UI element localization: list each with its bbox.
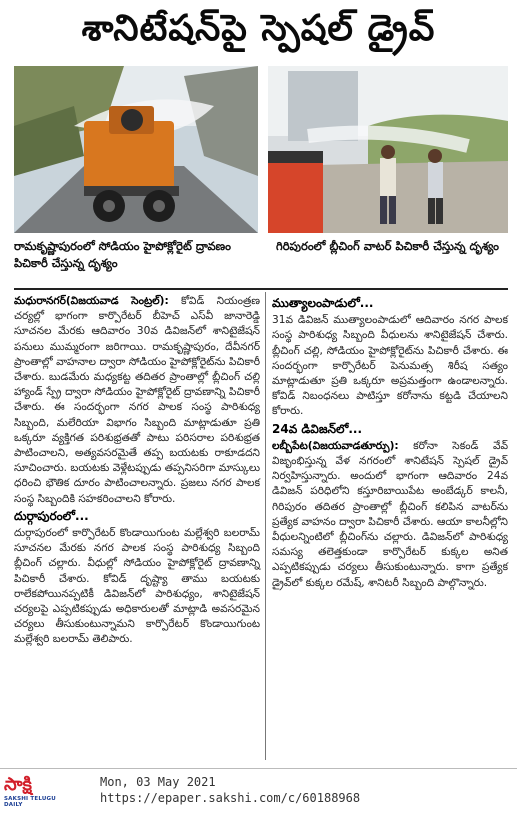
paragraph [272, 313, 508, 419]
bleaching-water-photo [268, 66, 508, 233]
paragraph-text: కోవిడ్‌ నియంత్రణ చర్యల్లో భాగంగా కార్పొరేటర్‌ బీహెచ్‌ ఎస్‌వీ జానారెడ్డి సూచనల మేరకు ఆదివారం 30వ డివిజన్‌లో శానిటైజేషన్‌ పనులు ముమ్మరంగా జరిగాయి. రామకృష్ణాపురం, దేవీనగర్‌ ప్రాంతాల్లో వాహనాల ద్వారా సోడియం హైపోక్లోరైట్‌ను పిచికారీ చేశారు. బుడమేరు మధ్యకట్ట తదితర ప్రాంతాల్లో బ్లీచింగ్‌ చల్లి హ్యాండ్‌ స్ప్రే ద్వారా సోడియం హైపోక్లోరైట్‌ ద్రావణాన్ని పిచికారీ చేశారు. ఈ సందర్భంగా నగర పాలక సంస్థ పారిశుధ్య సిబ్బంది, మలేరియా విభాగం సిబ్బంది మాట్లాడుతూ ప్రతి ఒక్కరూ వ్యక్తిగత పరిశుభ్రతతో పాటు పరిసరాల పరిశుభ్రత పాటించాలని, అత్యవసరమైతే తప్ప బయటకు రాకూడదని సూచించారు. బయటకు వెళ్లేటప్పుడు తప్పనిసరిగా మాస్కులు ధరించి భౌతిక దూరం పాటించాలన్నారు. ప్రజలు నగర పాలక సంస్థ సిబ్బందికి సహకరించాలని కోరారు. [14, 295, 261, 505]
dateline: లబ్బీపేట(విజయవాడతూర్పు): [272, 439, 399, 452]
logo-tagline: SAKSHI TELUGU DAILY [4, 796, 56, 808]
epaper-link[interactable]: https://epaper.sakshi.com/c/60188968 [100, 791, 361, 805]
logo-mark: సాక్షి [4, 774, 32, 795]
publication-date: Mon, 03 May 2021 [100, 775, 216, 789]
sanitation-truck-photo [14, 66, 258, 233]
headline: శానిటేషన్‌పై స్పెషల్‌ డ్రైవ్‌ [81, 8, 436, 49]
dateline: మధురానగర్‌(విజయవాడ సెంట్రల్‌): [14, 295, 169, 307]
paragraph-text: 31వ డివిజన్‌ ముత్యాలంపాడులో ఆదివారం నగర పాలక సంస్థ పారిశుధ్య సిబ్బంది వీధులను శానిటైజేషన్‌ చేశారు. బ్లీచింగ్‌ చల్లి, సోడియం హైపోక్లోరైట్‌ను పిచికారీ చేశారు. ఈ సందర్భంగా కార్పొరేటర్‌ పెనుమత్స శిరీష సత్యం మాట్లాడుతూ ప్రతి ఒక్కరూ అప్రమత్తంగా ఉండాలన్నారు. కోవిడ్‌ నిబంధనలు పాటిస్తూ కరోనాను కట్టడి చేయాలని కోరారు. [272, 314, 508, 418]
photo-caption-left: రామకృష్ణాపురంలో సోడియం హైపోక్లోరైట్‌ ద్రావణం పిచికారీ చేస్తున్న దృశ్యం [14, 239, 231, 270]
column-divider [265, 292, 266, 760]
paragraph [14, 526, 260, 648]
workers-spraying-image [268, 66, 508, 233]
article-column-right [272, 294, 508, 591]
paragraph [272, 439, 508, 591]
subheading-durgapuram: దుర్గాపురంలో... [14, 508, 89, 523]
article-column-left [14, 294, 260, 648]
subheading-24th-division: 24వ డివిజన్‌లో... [272, 421, 363, 436]
sakshi-logo[interactable] [4, 774, 64, 810]
paragraph-text: కరోనా సెకండ్‌ వేవ్‌ విజృంభిస్తున్న వేళ నగరంలో శానిటేషన్‌ స్పెషల్‌ డ్రైవ్‌ నిర్వహిస్తున్నారు. అందులో భాగంగా ఆదివారం 24వ డివిజన్‌ పరిధిలోని కస్తూరిబాయిపేట అంబేడ్కర్‌ కాలనీ, గిరిపురం తదితర ప్రాంతాల్లో బ్లీచింగ్‌ కలిపిన వాటర్‌ను ప్రత్యేక వాహనం ద్వారా పిచికారీ చేశారు. ఆయా కాలనీల్లోని వీధులన్నింటిలో బ్లీచింగ్‌ను చల్లారు. డివిజన్‌లో పారిశుధ్య సమస్య తలెత్తకుండా కార్పొరేటర్‌ కుక్కల అనిత ఎప్పటికప్పుడు చర్యలు తీసుకుంటున్నారు. కాగా ప్రత్యేక డ్రైవ్‌లో కుక్కల రమేష్‌, శానిటరీ సిబ్బంది పాల్గొన్నారు. [272, 439, 509, 589]
caption-rule [14, 288, 508, 290]
footer [0, 768, 517, 813]
paragraph-text: దుర్గాపురంలో కార్పొరేటర్‌ కొండాయిగుంట మల్లేశ్వరి బలరామ్‌ సూచనల మేరకు నగర పాలక సంస్థ పారిశుధ్య సిబ్బంది బ్లీచింగ్‌ చల్లారు. వీధుల్లో సోడియం హైపోక్లోరైట్‌ ద్రావణాన్ని పిచికారీ చేశారు. కోవిడ్‌ దృష్ట్యా తాము బయటకు రాలేకపోయినప్పటికీ డివిజన్‌లో పారిశుధ్యం, శానిటైజేషన్‌ చర్యలపై ఎప్పటికప్పుడు అధికారులతో మాట్లాడి అవసరమైన చర్యలు తీసుకుంటున్నామని కార్పొరేటర్‌ కొండాయిగుంట మల్లేశ్వరి బలరామ్‌ తెలిపారు. [14, 527, 260, 646]
paragraph [14, 294, 260, 507]
subheading-mutyalampadu: ముత్యాలంపాడులో... [272, 296, 374, 310]
photo-caption-right: గిరిపురంలో బ్లీచింగ్‌ వాటర్‌ పిచికారీ చేస్తున్న దృశ్యం [276, 239, 499, 253]
truck-spraying-image [14, 66, 258, 233]
